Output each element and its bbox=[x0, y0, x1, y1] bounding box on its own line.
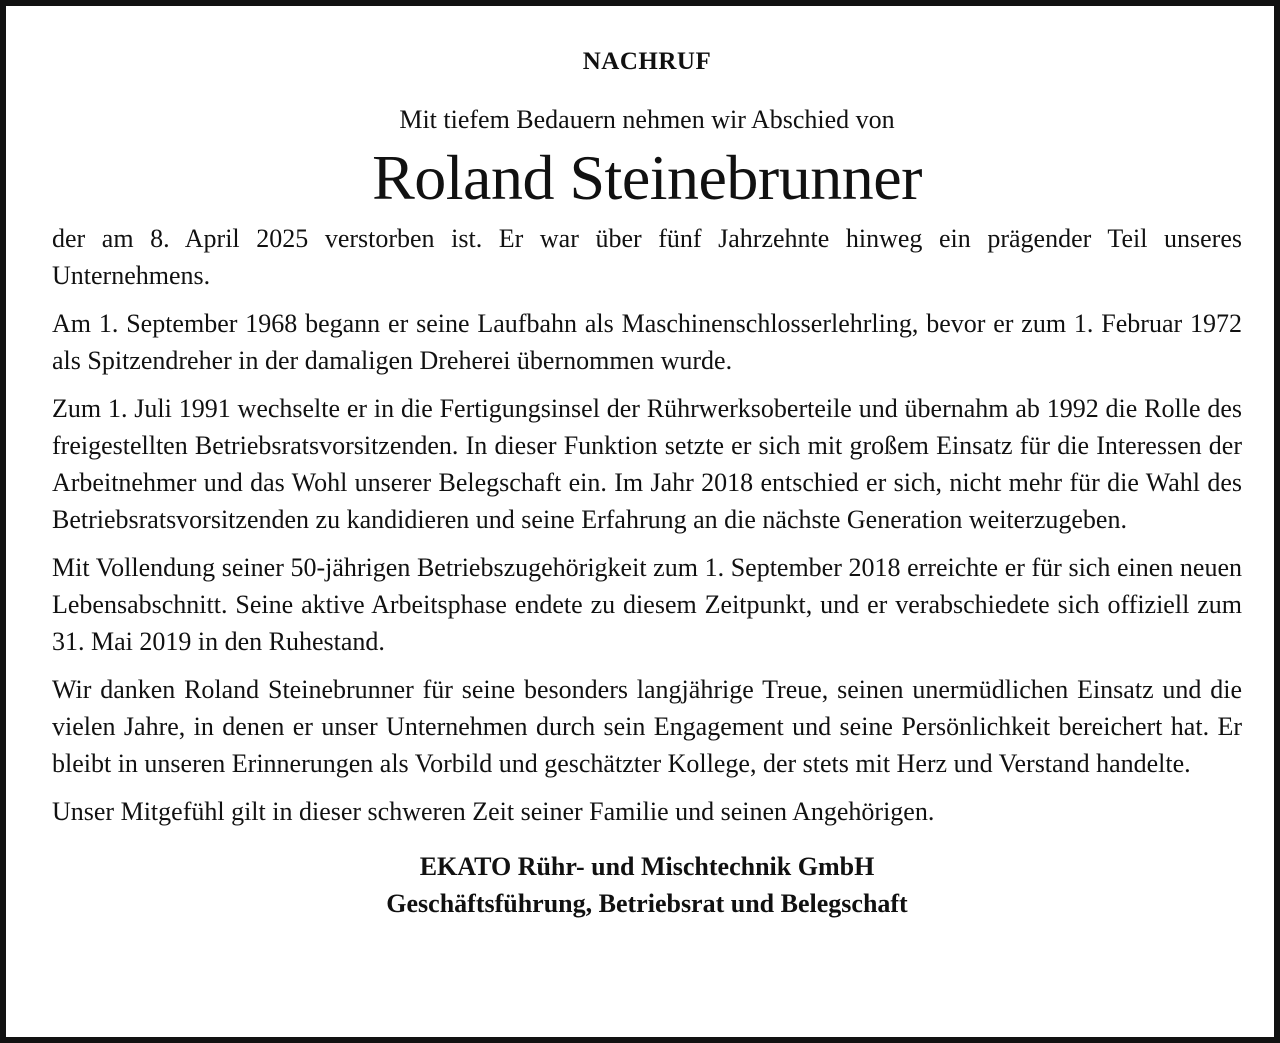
notice-content bbox=[52, 44, 1242, 922]
paragraph-retirement: Mit Vollendung seiner 50-jährigen Betriebszugehörigkeit zum 1. September 2018 erreichte er für sich einen neuen Lebensabschnitt. Seine aktive Arbeitsphase endete zu diesem Zeitpunkt, und er verabschiedete sich offiziell zum 31. Mai 2019 in den Ruhestand. bbox=[52, 553, 1242, 656]
paragraph-career-start: Am 1. September 1968 begann er seine Laufbahn als Maschinenschlosserlehrling, bevor er zum 1. Februar 1972 als Spitzendreher in der damaligen Dreherei übernommen wurde. bbox=[52, 309, 1242, 375]
deceased-name: Roland Steinebrunner bbox=[372, 142, 922, 213]
paragraph-death-date: der am 8. April 2025 verstorben ist. Er war über fünf Jahrzehnte hinweg ein prägender Teil unseres Unternehmens. bbox=[52, 224, 1242, 290]
signature-groups: Geschäftsführung, Betriebsrat und Belegschaft bbox=[386, 889, 908, 918]
signature-block bbox=[52, 848, 1242, 922]
notice-header: NACHRUF bbox=[582, 48, 712, 75]
paragraph-thanks: Wir danken Roland Steinebrunner für seine besonders langjährige Treue, seinen unermüdlichen Einsatz und die vielen Jahre, in denen er unser Unternehmen durch sein Engagement und seine Persönlichkeit bereichert hat. Er bleibt in unseren Erinnerungen als Vorbild und geschätzter Kollege, der stets mit Herz und Verstand handelte. bbox=[52, 675, 1242, 778]
paragraph-condolences: Unser Mitgefühl gilt in dieser schweren Zeit seiner Familie und seinen Angehörigen. bbox=[52, 797, 935, 826]
notice-intro: Mit tiefem Bedauern nehmen wir Abschied von bbox=[399, 105, 895, 134]
paragraph-works-council: Zum 1. Juli 1991 wechselte er in die Fertigungsinsel der Rührwerksoberteile und übernahm ab 1992 die Rolle des freigestellten Betriebsratsvorsitzenden. In dieser Funktion setzte er sich mit großem Einsatz für die Interessen der Arbeitnehmer und das Wohl unserer Belegschaft ein. Im Jahr 2018 entschied er sich, nicht mehr für die Wahl des Betriebsratsvorsitzenden zu kandidieren und seine Erfahrung an die nächste Generation weiterzugeben. bbox=[52, 394, 1242, 534]
signature-company: EKATO Rühr- und Mischtechnik GmbH bbox=[419, 852, 875, 881]
